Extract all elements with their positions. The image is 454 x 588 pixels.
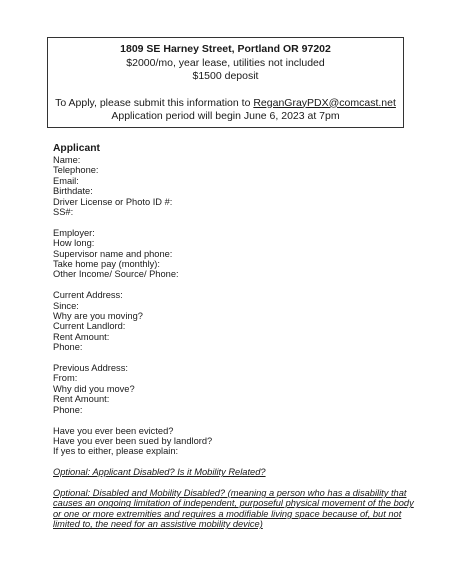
field-label: Have you ever been evicted? [53, 425, 174, 436]
field-label: Name: [53, 155, 81, 165]
current-address-fields [53, 290, 413, 352]
field-label: Have you ever been sued by landlord? [53, 435, 213, 446]
section-spacer [53, 353, 413, 363]
personal-fields [53, 155, 413, 217]
optional-disabled-question: Optional: Applicant Disabled? Is it Mobility Related? [53, 467, 266, 478]
field-label: Employer: [53, 227, 95, 238]
employment-fields [53, 228, 413, 280]
section-spacer [53, 415, 413, 425]
field-label: Driver License or Photo ID #: [53, 196, 173, 207]
optional-mobility-question [53, 488, 413, 530]
field-label: Rent Amount: [53, 331, 110, 342]
field-label: Supervisor name and phone: [53, 248, 173, 259]
field-label: Previous Address: [53, 363, 128, 374]
field-label: Birthdate: [53, 186, 93, 197]
apply-instructions [48, 97, 403, 111]
section-spacer [53, 280, 413, 290]
listing-header-box [47, 37, 404, 128]
field-label: Phone: [53, 342, 83, 353]
field-label: Current Address: [53, 290, 123, 301]
field-label: Take home pay (monthly): [53, 259, 160, 270]
applicant-heading: Applicant [53, 143, 100, 154]
field-label: If yes to either, please explain: [53, 446, 179, 457]
section-spacer [53, 478, 413, 488]
section-spacer [53, 457, 413, 467]
application-period: Application period will begin June 6, 2023 at 7pm [111, 110, 340, 122]
rent-terms: $2000/mo, year lease, utilities not included [126, 56, 325, 69]
property-address: 1809 SE Harney Street, Portland OR 97202 [120, 43, 331, 55]
field-label: Telephone: [53, 165, 99, 176]
mobility-text-line: causes an ongoing limitation of independent, purposeful physical movement of the body [53, 498, 414, 509]
mobility-text-line: or one or more extremities and requires a modifiable living space because of, but not [53, 508, 402, 519]
field-label: Other Income/ Source/ Phone: [53, 269, 179, 280]
field-label: Since: [53, 300, 79, 311]
field-label: Email: [53, 175, 79, 186]
header-gap [48, 84, 403, 97]
field-label: Why did you move? [53, 383, 135, 394]
eviction-questions [53, 426, 413, 457]
mobility-text-line: Optional: Disabled and Mobility Disabled? (meaning a person who has a disability that [53, 487, 407, 498]
field-label: Rent Amount: [53, 394, 110, 405]
previous-address-fields [53, 363, 413, 415]
apply-email-link[interactable]: ReganGrayPDX@comcast.net [253, 96, 396, 109]
field-label: Current Landlord: [53, 321, 126, 332]
field-label: SS#: [53, 207, 74, 218]
section-spacer [53, 217, 413, 227]
mobility-text-line: limited to, the need for an assistive mobility device) [53, 519, 263, 530]
field-label: Phone: [53, 404, 83, 415]
field-label: From: [53, 373, 78, 384]
apply-prefix: To Apply, please submit this information to [55, 96, 254, 109]
field-label: Why are you moving? [53, 311, 143, 322]
field-label: How long: [53, 238, 95, 249]
application-form [53, 143, 413, 530]
deposit-amount: $1500 deposit [192, 70, 259, 82]
